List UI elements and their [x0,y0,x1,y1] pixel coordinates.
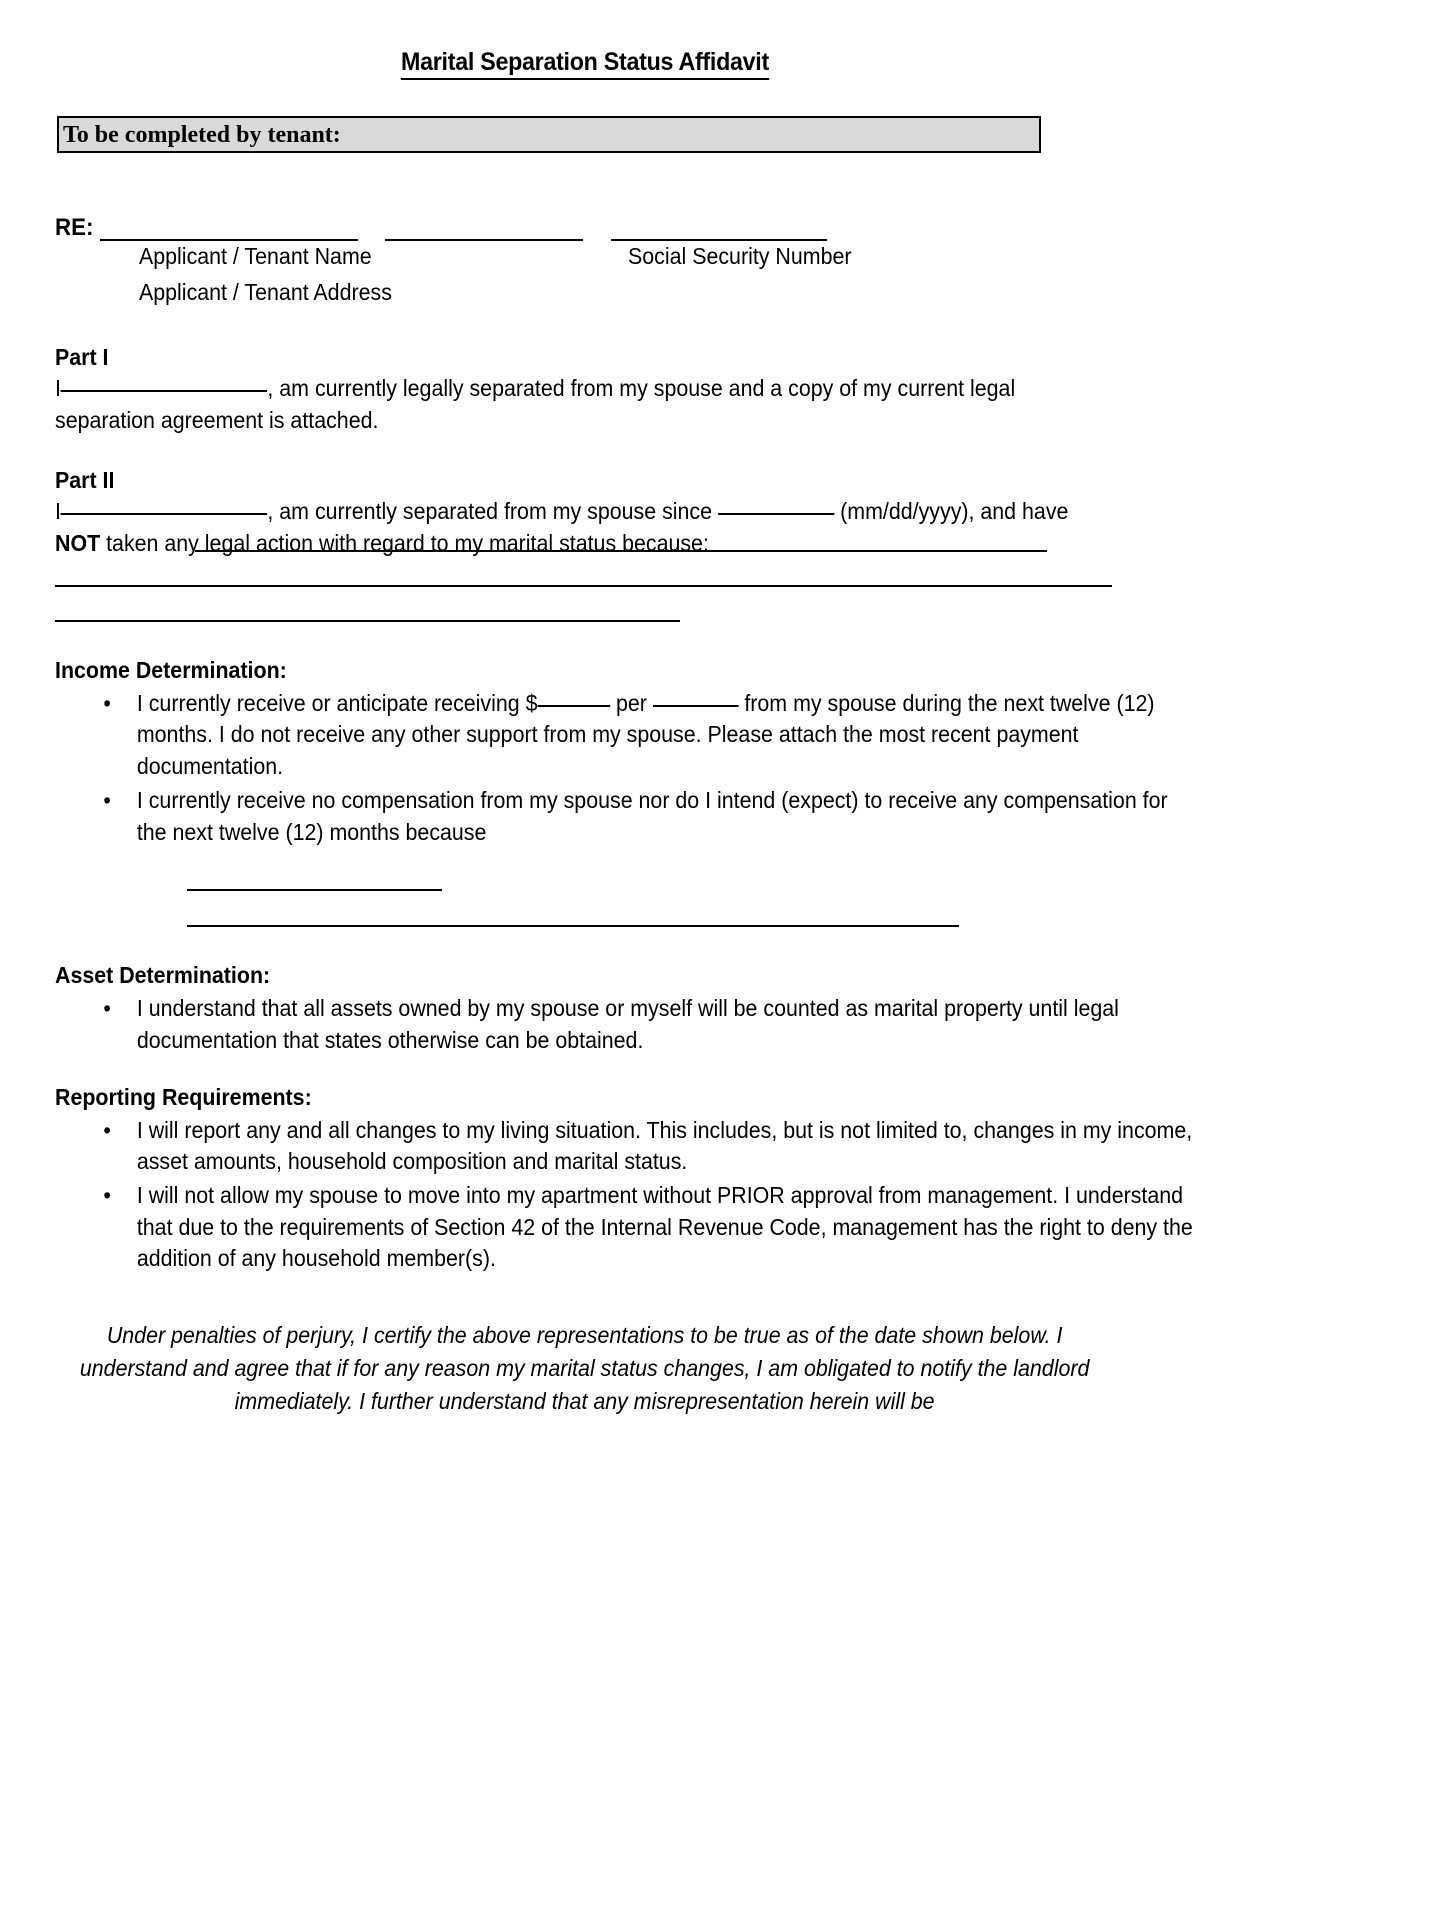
income-determination-list [55,688,1168,849]
re-ssn-blank[interactable] [611,239,827,241]
bullet-icon: • [103,689,111,716]
re-caption-line-1 [55,243,1115,277]
bullet-icon: • [103,1116,111,1143]
re-label: RE: [55,214,94,241]
bullet-icon: • [103,1182,111,1208]
re-middle-blank[interactable] [385,239,583,241]
reporting-requirements-heading: Reporting Requirements: [55,1083,312,1110]
certification-paragraph: Under penalties of perjury, I certify the above representations to be true as of the date shown below. I understand and agree that if for any reason my marital status changes, I am obligated to notify the landlord immediately. I further understand that any misrepresentation herein will be [79,1322,1090,1414]
part-2-text-after-date: (mm/dd/yyyy), and have [840,498,1069,525]
asset-determination-list [55,993,1119,1056]
asset-bullet-1: I understand that all assets owned by my spouse or myself will be counted as marital property until legal documentation that states otherwise can be obtained. [136,995,1119,1053]
part-1-name-blank[interactable] [61,390,267,392]
income-bullet-1-part-3: from my spouse during the next twelve (12) months. I do not receive any other support from my spouse. Please attach the most recent payment documentation. [136,689,1155,780]
list-item [55,785,1196,848]
bullet-icon: • [103,995,111,1022]
tenant-instruction-bar [57,116,1041,153]
income-bullet-1-part-2: per [615,689,647,716]
part-2-reason-blank-line-2[interactable] [55,585,1112,587]
part-2-body [55,496,1114,559]
page-title [92,48,1078,77]
income-period-blank[interactable] [653,705,739,707]
re-caption-line-2 [55,279,1115,313]
re-caption-applicant-address: Applicant / Tenant Address [139,279,392,305]
income-amount-blank[interactable] [537,705,610,707]
page-title-text: Marital Separation Status Affidavit [401,48,769,80]
part-1-body [55,373,1114,436]
document-content [55,0,1193,1417]
reporting-requirements-list [55,1115,1193,1276]
reporting-bullet-2: I will not allow my spouse to move into my apartment without PRIOR approval from management. I understand that due to the requirements of Section 42 of the Internal Revenue Code, management has the right to deny the addition of any household member(s). [136,1182,1193,1272]
list-item [55,688,1196,783]
re-line [55,211,1115,241]
income-determination-heading: Income Determination: [55,656,287,683]
part-2-name-blank[interactable] [61,513,267,515]
re-caption-ssn: Social Security Number [628,243,852,269]
tenant-instruction-label: To be completed by tenant: [63,121,341,148]
re-name-blank[interactable] [100,239,358,241]
list-item [55,1180,1196,1275]
part-2-text-mid: , am currently separated from my spouse since [267,498,713,525]
part-1-heading: Part I [55,344,109,370]
part-2-heading: Part II [55,467,115,494]
part-2-text-before: I [55,498,61,525]
part-1-text-after: , am currently legally separated from my spouse and a copy of my current legal separation agreement is attached. [55,374,1016,433]
re-caption-applicant-name: Applicant / Tenant Name [139,243,372,269]
income-reason-blank-line-1[interactable] [187,889,442,891]
reporting-bullet-1: I will report any and all changes to my living situation. This includes, but is not limited to, changes in my income, asset amounts, household composition and marital status. [136,1116,1193,1175]
part-2-text-after-emphasis: taken any legal action with regard to my marital status because: [106,529,709,556]
income-bullet-2: I currently receive no compensation from my spouse nor do I intend (expect) to receive any compensation for the next twelve (12) months because [136,786,1168,845]
income-bullet-1-part-1: I currently receive or anticipate receiving $ [136,689,538,716]
part-2-date-blank[interactable] [718,513,834,515]
list-item [55,1115,1196,1178]
bullet-icon: • [103,786,111,813]
part-2-emphasis-not: NOT [55,529,101,556]
asset-determination-heading: Asset Determination: [55,962,271,989]
list-item [55,993,1196,1056]
re-block [55,211,1115,313]
part-1-text-before: I [55,374,61,401]
